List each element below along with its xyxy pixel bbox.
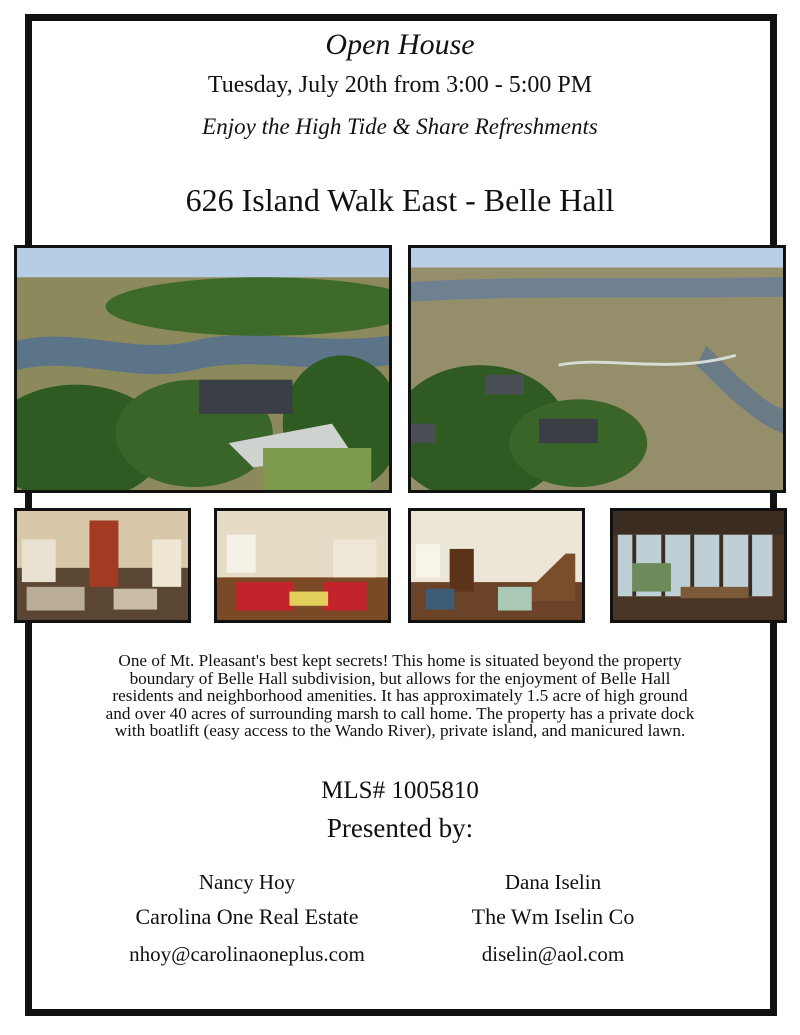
agent-dana-iselin <box>403 870 703 967</box>
agent-name: Nancy Hoy <box>198 870 296 894</box>
event-date: Tuesday, July 20th from 3:00 - 5:00 PM <box>207 72 593 98</box>
property-description: One of Mt. Pleasant's best kept secrets! This home is situated beyond the property boundary of Belle Hall subdivision, but allows for the enjoyment of Belle Hall residents and neighborhood amenities. It has approximately 1.5 acre of high ground and over 40 acres of surrounding marsh to call home. The property has a private dock with boatlift (easy access to the Wando River), private island, and manicured lawn. <box>105 651 695 740</box>
interior-photo-porch <box>610 508 787 623</box>
agent-email[interactable]: diselin@aol.com <box>481 942 625 966</box>
presented-by-label: Presented by: <box>326 813 474 843</box>
interior-photo-living-room <box>14 508 191 623</box>
event-tagline: Enjoy the High Tide & Share Refreshments <box>202 114 598 139</box>
agent-email[interactable]: nhoy@carolinaoneplus.com <box>129 942 365 966</box>
interior-photo-staircase <box>408 508 585 623</box>
aerial-photo-house <box>14 245 392 493</box>
agent-company: The Wm Iselin Co <box>471 904 635 929</box>
mls-number: MLS# 1005810 <box>321 777 479 804</box>
property-address: 626 Island Walk East - Belle Hall <box>185 182 615 218</box>
agent-name: Dana Iselin <box>504 870 602 894</box>
interior-photo-family-room <box>214 508 391 623</box>
agent-company: Carolina One Real Estate <box>135 904 359 929</box>
agent-nancy-hoy <box>97 870 397 967</box>
aerial-photo-marsh <box>408 245 786 493</box>
event-title: Open House <box>325 28 475 61</box>
